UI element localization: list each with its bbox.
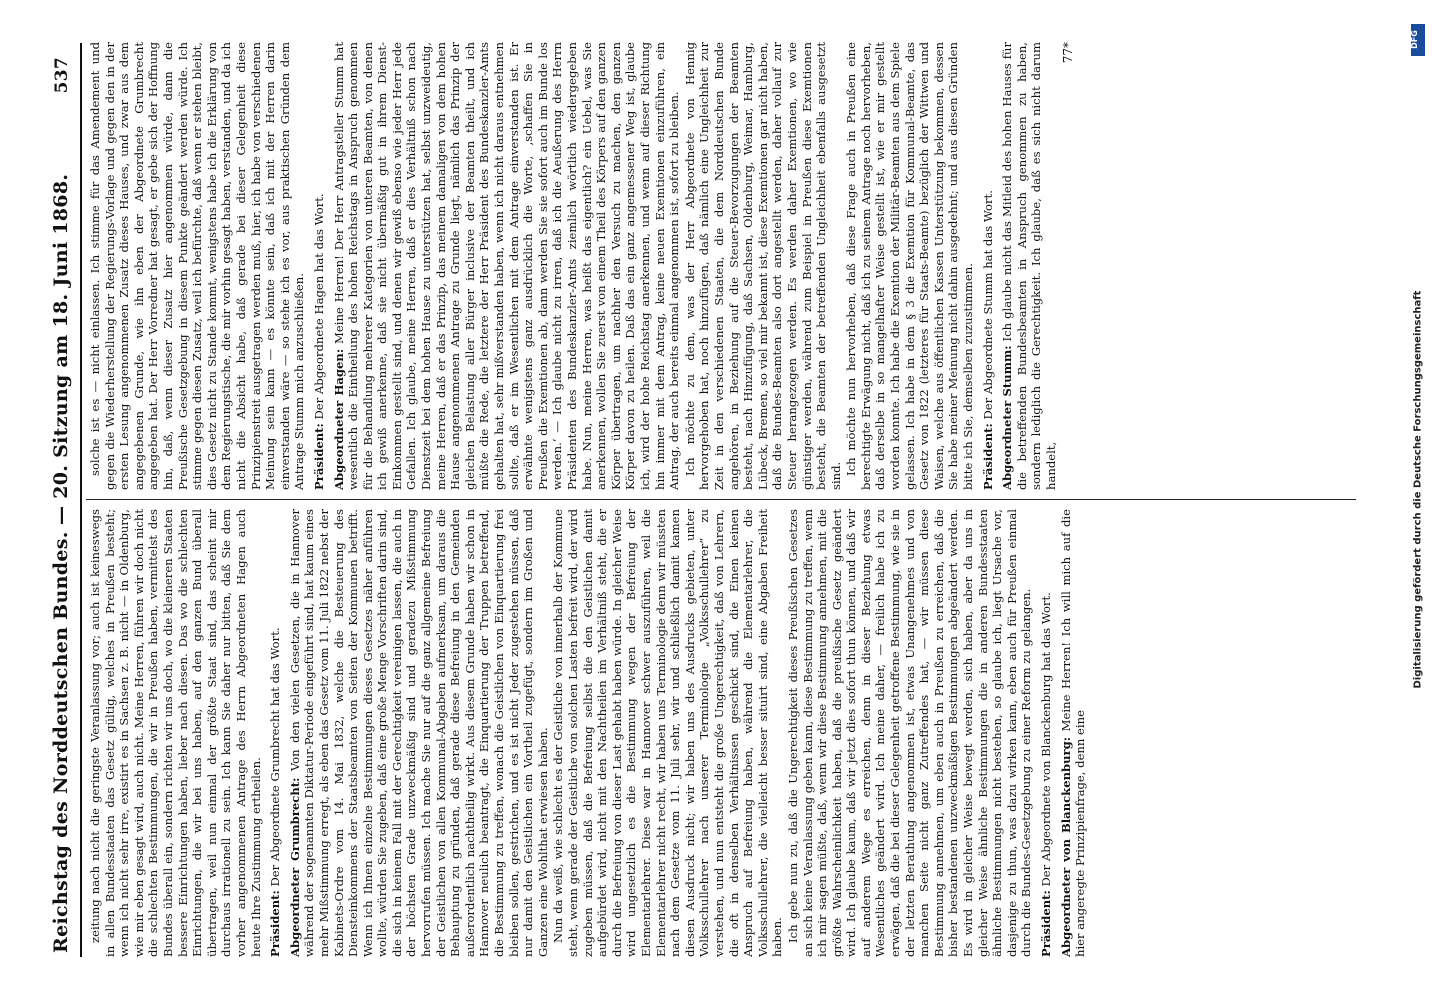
paragraph: Ich möchte nun hervorheben, daß diese Frage auch in Preußen eine berechtigte Erwägung nicht, daß ich zu seinem Antrage noch hervorheben, daß derselbe in so mangelhafter Weise gestellt ist, wie er mir gestellt worden konnte. Ich habe die Exemtion der Militär-Beamten aus dem Spiele gelassen. Ich habe in dem § 3 die Exemtion für Kommunal-Beamte, das Gesetz von 1822 (letzteres für Staats-Beamte) bezüglich der Wittwen und Waisen, welche aus öffentlichen Kassen Unterstützung bekommen, dessen Sie habe meiner Meinung nicht dahin ausgedehnt; und aus diesen Gründen bitte ich Sie, demselben zuzustimmen. bbox=[844, 42, 976, 490]
running-header bbox=[46, 35, 80, 965]
speaker-paragraph bbox=[1000, 42, 1058, 490]
speech-text: Der Abgeordnete von Blanckenburg hat das Wort. bbox=[1039, 592, 1053, 887]
dfg-logo-text: DFG bbox=[1409, 30, 1419, 49]
column-divider bbox=[86, 499, 1356, 500]
paragraph: Nun da weiß, wie schlecht es der Geistliche von innerhalb der Kommune steht, wenn gerade der Geistliche von solchen Lasten befreit wird, der wird zugeben müssen, daß die Befreiung selbst die den Geistlichen damit aufgebürdet wird, nicht mit den Nachtheilen im Verhältniß steht, die er durch die Befreiung von dieser Last gehabt haben würde. In gleicher Weise wird ungesetzlich es die Bestimmung wegen der Befreiung der Elementarlehrer. Diese war in Hannover schwer auszuführen, weil die Elementarlehrer nicht recht, wir haben uns Terminologie denn wir müssten nach dem Gesetze vom 11. Juli sehr, wir und schließlich damit kamen diesen Ausdruck nicht; wir haben uns des Ausdrucks gebieten, unter Volksschullehrer nach unserer Terminologie „Volksschullehrer“ zu verstehen, und nun entsteht die große Ungerechtigkeit, daß von Lehrern, die oft in denselben Verhältnissen geschickt sind, die Einen keinen Anspruch auf Befreiung haben, während die Elementarlehrer, die Volksschullehrer, die vielleicht besser situirt sind, eine Abgaben Freiheit haben. bbox=[551, 509, 785, 957]
header-rule bbox=[80, 43, 82, 957]
printed-page bbox=[46, 35, 1386, 965]
speech-text: Der Abgeordnete Grumbrecht hat das Wort. bbox=[268, 627, 283, 887]
header-journal-title: Reichstag des Norddeutschen Bundes. bbox=[50, 531, 72, 953]
speaker-name: Präsident: bbox=[311, 423, 326, 490]
speaker-name: Präsident: bbox=[1039, 890, 1053, 957]
paragraph: Ich möchte zu dem, was der Herr Abgeordnete von Hennig hervorgehoben hat, noch hinzufügen, daß nämlich eine Ungleichheit zur Zeit in den verschiedenen Staaten, die dem Norddeutschen Bunde angehören, in Beziehung auf die Steuer-Bevorzugungen der Beamten besteht, nach Hinzufügung, daß Sachsen, Oldenburg, Weimar, Hamburg, Lübeck, Bremen, so viel mir bekannt ist, diese Exemtionen gar nicht haben, daß die Bundes-Beamten also dort angestellt werden, daher vollauf zur Steuer herangezogen werden. Es werden daher Exemtionen, wo wie günstiger werden, während zum Beispiel in Preußen diese Exemtionen besteht, die Beamten der betreffenden Ungleichheit ebenfalls ausgesetzt sind. bbox=[682, 42, 843, 490]
speaker-paragraph bbox=[268, 509, 283, 957]
speech-text: Meine Herren! Ich will mich auf die hier angeregte Prinzipienfrage, denn eine bbox=[1058, 509, 1088, 957]
speaker-name: Abgeordneter von Blanckenburg: bbox=[1058, 736, 1073, 957]
speech-text: Der Abgeordnete Hagen hat das Wort. bbox=[311, 193, 326, 420]
speech-text: Der Abgeordnete Stumm hat das Wort. bbox=[980, 190, 995, 420]
speaker-paragraph bbox=[1059, 509, 1088, 957]
speech-text: Von den vielen Gesetzen, die in Hannover während der sogenannten Diktatur-Periode eingeführt sind, hat kaum eines mehr Mißstimmung erregt, als eben das Gesetz vom 11. Juli 1822 nebst der Kabinets-Ordre vom 14. Mai 1832, welche die Besteuerung des Diensteinkommens der Staatsbeamten von Seiten der Kommunen betrifft. Wenn ich Ihnen einzelne Bestimmungen dieses Gesetzes näher anführen wollte, würden Sie zugeben, daß eine große Menge Vorschriften darin sind, die sich in keinem Fall mit der Gerechtigkeit vereinigen lassen, die auch in der höchsten Grade unzweckmäßig sind und geradezu Mißstimmung hervorrufen müssen. Ich mache Sie nur auf die ganz allgemeine Befreiung der Geistlichen von allen Kommunal-Abgaben aufmerksam, um daraus die Behauptung zu gründen, daß gerade diese Befreiung in den Gemeinden außerordentlich nachtheilig wirkt. Aus diesem Grunde haben wir schon in Hannover neulich beantragt, die Einquartierung der Truppen betreffend, die Bestimmung zu treffen, wonach die Geistlichen von Einquartierung frei bleiben sollen, gestrichen, und es ist nicht Jeder zugestehen müssen, daß nur damit den Geistlichen ein Vortheil zugefügt, sondern im Großen und Ganzen eine Wohlthat erwiesen haben. bbox=[287, 509, 550, 957]
speaker-paragraph bbox=[332, 42, 682, 490]
paragraph: zeitung nach nicht die geringste Veranlassung vor; auch ist keineswegs in allen Bundesstaaten das Gesetz gültig, welches in Preußen besteht; wenn ich nicht sehr irre, existirt es in Sachsen z. B. nicht — in Oldenburg, wie mir eben gesagt wird, auch nicht. Meine Herren, führen wir doch nicht die schlechten Bestimmungen, die wir in Preußen haben, vermittelst des Bundes überall ein, sondern richten wir uns doch, wo die kleineren Staaten bessere Einrichtungen haben, lieber nach diesen. Das wo die schlechten Einrichtungen, die wir bei uns haben, auf den ganzen Bund überall übertragen, weil nun einmal der größte Staat sind, das scheint mir durchaus irrationell zu sein. Ich kann Sie daher nur bitten, daß Sie dem vorher angenommenen Antrage des Herrn Abgeordneten Hagen auch heute Ihre Zustimmung ertheilen. bbox=[88, 509, 263, 957]
page-number: 537 bbox=[52, 57, 72, 94]
speaker-name: Präsident: bbox=[268, 890, 283, 957]
speaker-name: Präsident: bbox=[980, 423, 995, 490]
speaker-paragraph bbox=[981, 42, 996, 490]
speech-text: Ich glaube nicht das Mitleid des hohen Hauses für die betreffenden Bundesbeamten in Anspruch genommen zu haben, sondern lediglich die Gerechtigkeit. Ich glaube, daß es sich nicht darum handelt, bbox=[1000, 42, 1058, 490]
speech-text: Meine Herren! Der Herr Antragsteller Stumm hat wesentlich die Eintheilung des hohen Reichstags in Anspruch genommen für die Behandlung mehrerer Kategorien von unteren Beamten, von denen ich gewiß anerkenne, daß sie nicht übermäßig gut in ihrem Dienst-Einkommen gestellt sind, und denen wir gewiß ebenso wie jeder Herr jede Gefallen. Ich glaube, meine Herren, daß er dies Verhältniß schon nach Dienstzeit bei dem hohen Hause zu unterstützen hat, selbst unzweideutig, meine Herren, daß er das Prinzip, das meinem damaligen von dem hohen Hause angenommenen Antrage zu Grunde liegt, nämlich das Prinzip der gleichen Belastung aller Bürger inclusive der Beamten theilt, und ich müßte die Rede, die letztere der Herr Präsident des Bundeskanzler-Amts gehalten hat, sehr mißverstanden haben, wenn ich nicht daraus entnehmen sollte, daß er im Wesentlichen mit dem Antrage einverstanden ist. Er erwähnte wenigstens ganz ausdrücklich die Worte, ‚schaffen Sie in Preußen die Exemtionen ab, dann werden Sie sie sofort auch im Bunde los werden.‘ — Ich glaube nicht zu irren, daß ich die Aeußerung des Herrn Präsidenten des Bundeskanzler-Amts ziemlich wörtlich wiedergegeben habe. Nun, meine Herren, was heißt das eigentlich? ein Uebel, was Sie anerkennen, wollen Sie zuerst von einem Theil des Körpers auf den ganzen Körper übertragen, um nachher den Versuch zu machen, den ganzen Körper davon zu heilen. Daß das ein ganz angemessener Weg ist, glaube ich, wird der hohe Reichstag anerkennen, und wenn auf dieser Richtung hin immer mit dem Antrag, keine neuen Exemtionen einzuführen, ein Antrag, der auch bereits einmal angenommen ist, sofort zu bleiben. bbox=[331, 42, 682, 490]
signature-mark: 77* bbox=[1060, 42, 1075, 64]
speaker-paragraph bbox=[312, 42, 327, 490]
dfg-logo bbox=[1411, 24, 1425, 56]
speaker-name: Abgeordneter Stumm: bbox=[1000, 345, 1015, 490]
speaker-name: Abgeordneter Grumbrecht: bbox=[287, 777, 302, 957]
header-session-date: — 20. Sitzung am 18. Juni 1868. bbox=[50, 173, 72, 525]
speaker-paragraph bbox=[1039, 509, 1054, 957]
speaker-name: Abgeordneter Hagen: bbox=[331, 348, 346, 490]
text-column-right bbox=[88, 42, 1368, 490]
paragraph: solche ist es — nicht einlassen. Ich stimme für das Amendement und gegen die Wiederherstellung der Regierungs-Vorlage und gegen den in der ersten Lesung angenommenen Zusatz dieses Hauses, und zwar aus dem angegebenen Grunde, wie ihn eben der Abgeordnete Grumbrecht angegeben hat. Der Herr Vorredner hat gesagt, er gebe sich der Hoffnung hin, daß, wenn dieser Zusatz hier angenommen würde, dann die Preußische Gesetzgebung in diesem Punkte geändert werden würde. Ich stimme gegen diesen Zusatz, weil ich befürchte, daß wenn er stehen bleibt, dies Gesetz nicht zu Stande kommt, wenigstens habe ich die Erklärung von dem Regierungstische, die mir vorhin gesagt haben, verstanden, und da ich nicht die Absicht habe, daß gerade bei dieser Gelegenheit diese Prinzipienstreit ausgetragen werden muß, hier, ich habe von verschiedenen Meinung sein kann — es könnte sein, daß ich mit der Herren darin einverstanden wäre — so stehe ich es vor, aus praktischen Gründen dem Antrage Stumm mich anzuschließen. bbox=[88, 42, 307, 490]
paragraph: Ich gebe nun zu, daß die Ungerechtigkeit dieses Preußischen Gesetzes an sich keine Veranlassung geben kann, diese Bestimmung zu treffen, wenn ich mir sagen müßte, daß, wenn wir diese Bestimmung annehmen, mit die größte Wahrscheinlichkeit haben, daß die preußische Gesetz geändert wird. Ich glaube kaum, daß wir jetzt dies sofort thun können, und daß wir auf anderem Wege es erreichen, denn in dieser Beziehung etwas Wesentliches geändert wird. Ich meine daher, — freilich habe ich zu erwägen, daß die bei dieser Gelegenheit getroffene Bestimmung, wie sie in der letzten Berathung angenommen ist, etwas Unangenehmes und von manchen Seite nicht ganz Zutreffendes hat, — wir müssen diese Bestimmung annehmen, um eben auch in Preußen zu erreichen, daß die bisher bestandenen unzweckmäßigen Bestimmungen abgeändert werden. Es wird in gleicher Weise bewegt werden, sich haben, aber da uns in gleicher Weise ähnliche Bestimmungen die in anderen Bundesstaaten ähnliche Bestimmungen nicht bestehen, so glaube ich, liegt Ursache vor, dasjenige zu thun, was dazu wirken kann, eben auch für Preußen einmal durch die Bundes-Gesetzgebung zu einer Reform zu gelangen. bbox=[785, 509, 1034, 957]
text-column-left bbox=[88, 509, 1368, 957]
speaker-paragraph bbox=[288, 509, 551, 957]
digitization-note-text: Digitalisierung gefördert durch die Deutsche Forschungsgemeinschaft bbox=[1412, 290, 1424, 689]
